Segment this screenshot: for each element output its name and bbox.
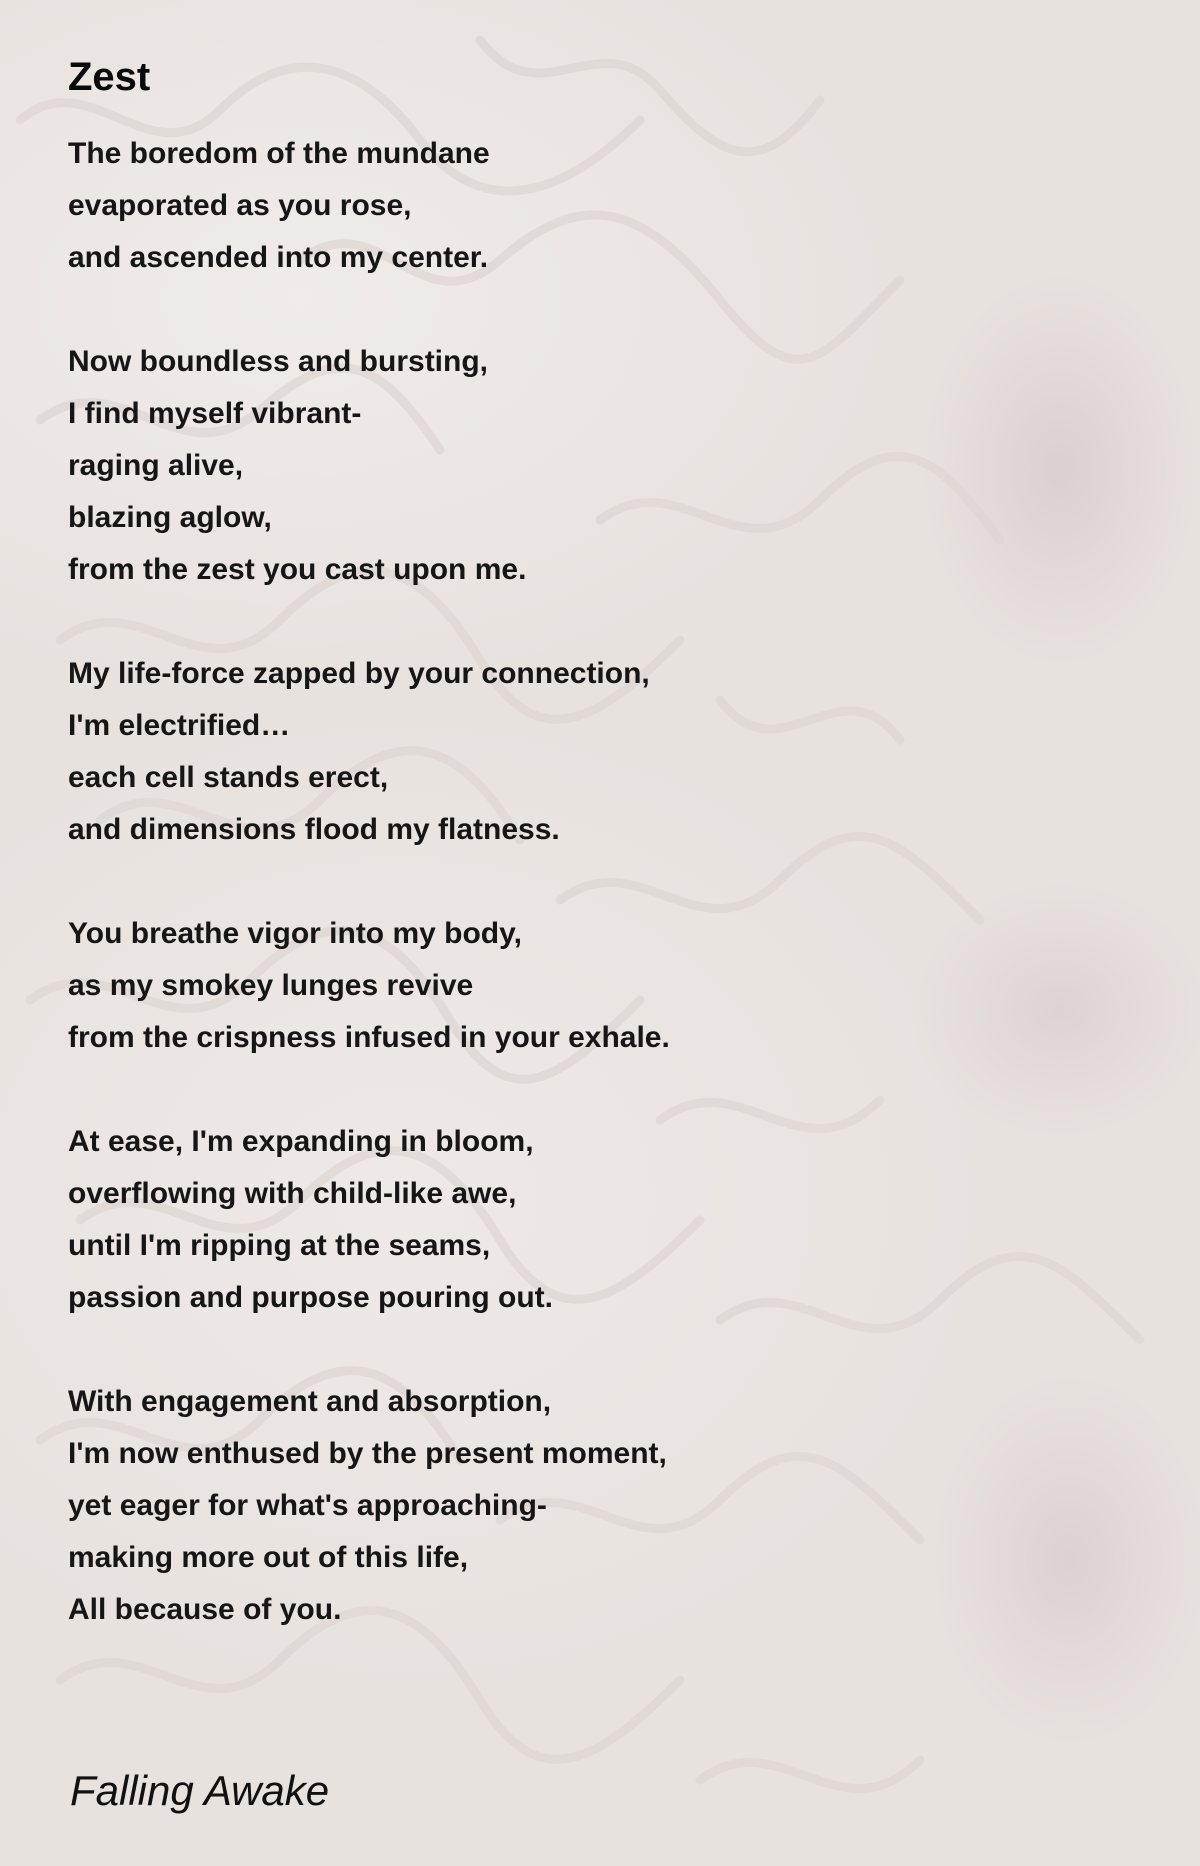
poem-line: You breathe vigor into my body, bbox=[68, 917, 522, 950]
poem-line: as my smokey lunges revive bbox=[68, 969, 474, 1002]
poem-line: overflowing with child-like awe, bbox=[68, 1177, 517, 1210]
poem-line: passion and purpose pouring out. bbox=[68, 1281, 553, 1314]
poem-container bbox=[68, 50, 1128, 1688]
poem-line: I find myself vibrant- bbox=[68, 397, 362, 430]
stanza-5 bbox=[68, 1116, 1128, 1324]
poem-line: I'm now enthused by the present moment, bbox=[68, 1437, 667, 1470]
stanza-6 bbox=[68, 1376, 1128, 1636]
poem-title: Zest bbox=[68, 55, 151, 99]
poem-line: evaporated as you rose, bbox=[68, 189, 412, 222]
poem-line: making more out of this life, bbox=[68, 1541, 469, 1574]
poem-line: I'm electrified… bbox=[68, 709, 291, 742]
poem-line: My life-force zapped by your connection, bbox=[68, 657, 650, 690]
stanza-2 bbox=[68, 336, 1128, 596]
stanza-3 bbox=[68, 648, 1128, 856]
poem-line: The boredom of the mundane bbox=[68, 137, 490, 170]
poem-author: Falling Awake bbox=[70, 1767, 330, 1814]
poem-body bbox=[68, 128, 1128, 1636]
poem-line: At ease, I'm expanding in bloom, bbox=[68, 1125, 534, 1158]
poem-line: Now boundless and bursting, bbox=[68, 345, 488, 378]
poem-line: from the crispness infused in your exhale. bbox=[68, 1021, 670, 1054]
poem-line: blazing aglow, bbox=[68, 501, 272, 534]
poem-line: raging alive, bbox=[68, 449, 244, 482]
poem-line: and dimensions flood my flatness. bbox=[68, 813, 560, 846]
poem-line: from the zest you cast upon me. bbox=[68, 553, 527, 586]
poem-line: All because of you. bbox=[68, 1593, 342, 1626]
poem-line: until I'm ripping at the seams, bbox=[68, 1229, 491, 1262]
poem-line: With engagement and absorption, bbox=[68, 1385, 552, 1418]
poem-line: yet eager for what's approaching- bbox=[68, 1489, 547, 1522]
stanza-4 bbox=[68, 908, 1128, 1064]
poem-line: and ascended into my center. bbox=[68, 241, 489, 274]
stanza-1 bbox=[68, 128, 1128, 284]
poem-line: each cell stands erect, bbox=[68, 761, 389, 794]
